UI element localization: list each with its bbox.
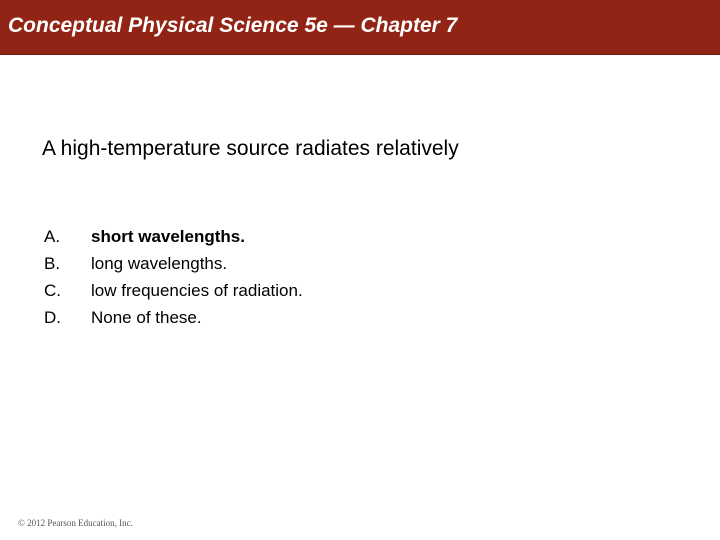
option-a-text: short wavelengths. (91, 227, 245, 246)
option-c-letter: C. (44, 281, 61, 300)
option-b (44, 250, 303, 277)
option-d (44, 304, 303, 331)
option-a (44, 223, 303, 250)
option-a-letter: A. (44, 227, 61, 246)
option-d-text: None of these. (91, 308, 202, 327)
option-c-text: low frequencies of radiation. (91, 281, 303, 300)
question-text: A high-temperature source radiates relatively (42, 137, 459, 160)
answer-options (44, 223, 303, 331)
title-bar (0, 0, 720, 55)
option-b-text: long wavelengths. (91, 254, 228, 273)
copyright-footer: © 2012 Pearson Education, Inc. (18, 518, 133, 528)
slide-title: Conceptual Physical Science 5e — Chapter 7 (8, 14, 458, 37)
option-b-letter: B. (44, 254, 61, 273)
option-d-letter: D. (44, 308, 61, 327)
option-c (44, 277, 303, 304)
